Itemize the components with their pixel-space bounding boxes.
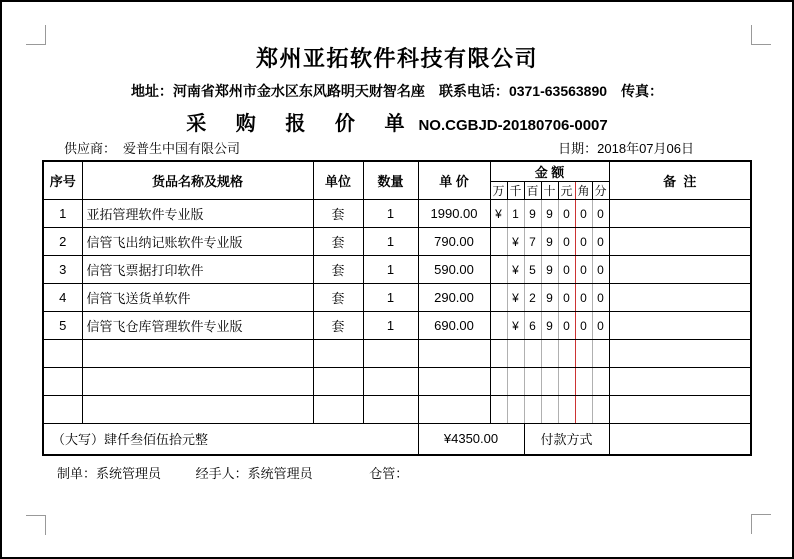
summary-row: [43, 424, 751, 455]
cell-remark: [609, 284, 751, 312]
cell-money-digit-qian: ¥: [507, 228, 524, 256]
cell-unit: 套: [313, 228, 363, 256]
cell-no: 2: [43, 228, 82, 256]
cell-money-digit-fen: 0: [592, 200, 609, 228]
cell-unit: 套: [313, 284, 363, 312]
footer-warehouse-label: 仓管：: [369, 466, 409, 481]
empty-row: [43, 396, 751, 424]
cell-unit: 套: [313, 256, 363, 284]
cell-money-digit-shi: 9: [541, 200, 558, 228]
cell-money-digit-shi: 9: [541, 256, 558, 284]
money-unit-yuan: 元: [558, 182, 575, 200]
money-unit-wan: 万: [490, 182, 507, 200]
company-address-line: [2, 81, 792, 101]
cell-money-digit-yuan: 0: [558, 256, 575, 284]
cell-money-digit-jiao: 0: [575, 284, 592, 312]
cell-money-digit-jiao: 0: [575, 228, 592, 256]
money-unit-shi: 十: [541, 182, 558, 200]
supplier-field: [64, 138, 240, 157]
cell-qty: 1: [363, 312, 418, 340]
date-label: 日期：: [558, 141, 598, 156]
phone-label: 联系电话：: [438, 83, 509, 99]
column-header-amount: 金 额: [490, 161, 609, 182]
empty-row: [43, 340, 751, 368]
cell-money-digit-wan: [490, 284, 507, 312]
cell-unit: 套: [313, 200, 363, 228]
empty-row: [43, 368, 751, 396]
cell-product-name: 信管飞仓库管理软件专业版: [82, 312, 313, 340]
column-header-unit: 单位: [313, 161, 363, 200]
margin-corner-mark-bottom-left: [26, 515, 46, 535]
cell-money-digit-fen: 0: [592, 312, 609, 340]
cell-money-digit-bai: 2: [524, 284, 541, 312]
footer-warehouse: [369, 463, 408, 482]
cell-unit-price: 1990.00: [418, 200, 490, 228]
company-name: 郑州亚拓软件科技有限公司: [255, 46, 538, 71]
column-header-no: 序号: [43, 161, 82, 200]
address-label: 地址：: [130, 83, 173, 99]
money-unit-jiao: 角: [575, 182, 592, 200]
cell-no: 5: [43, 312, 82, 340]
cell-money-digit-jiao: 0: [575, 200, 592, 228]
footer-maker-value: 系统管理员: [96, 466, 162, 481]
footer-handler-value: 系统管理员: [247, 466, 313, 481]
cell-money-digit-wan: [490, 312, 507, 340]
supplier-date-line: [64, 138, 694, 157]
supplier-value: 爱普生中国有限公司: [123, 141, 241, 156]
summary-total: ¥4350.00: [418, 424, 524, 455]
cell-money-digit-qian: ¥: [507, 284, 524, 312]
cell-money-digit-yuan: 0: [558, 284, 575, 312]
cell-money-digit-bai: 7: [524, 228, 541, 256]
cell-money-digit-shi: 9: [541, 228, 558, 256]
cell-money-digit-jiao: 0: [575, 256, 592, 284]
cell-money-digit-shi: 9: [541, 312, 558, 340]
table-row: [43, 200, 751, 228]
cell-money-digit-wan: [490, 228, 507, 256]
cell-qty: 1: [363, 228, 418, 256]
cell-no: 1: [43, 200, 82, 228]
document-number: NO.CGBJD-20180706-0007: [418, 117, 608, 134]
cell-remark: [609, 312, 751, 340]
cell-money-digit-fen: 0: [592, 256, 609, 284]
margin-corner-mark-bottom-right: [751, 514, 771, 534]
cell-unit-price: 790.00: [418, 228, 490, 256]
header-row: [43, 161, 751, 182]
signature-line: [57, 463, 408, 482]
fax-label: 传真：: [621, 83, 664, 99]
cell-money-digit-shi: 9: [541, 284, 558, 312]
address-value: 河南省郑州市金水区东风路明天财智名座: [172, 83, 425, 99]
table-row: [43, 284, 751, 312]
cell-product-name: 信管飞送货单软件: [82, 284, 313, 312]
cell-no: 3: [43, 256, 82, 284]
cell-money-digit-qian: 1: [507, 200, 524, 228]
cell-remark: [609, 256, 751, 284]
cell-unit-price: 590.00: [418, 256, 490, 284]
supplier-label: 供应商：: [64, 141, 117, 156]
date-value: 2018年07月06日: [597, 141, 694, 156]
money-unit-fen: 分: [592, 182, 609, 200]
footer-handler: [196, 463, 366, 482]
cell-money-digit-qian: ¥: [507, 312, 524, 340]
cell-money-digit-wan: ¥: [490, 200, 507, 228]
cell-no: 4: [43, 284, 82, 312]
cell-qty: 1: [363, 256, 418, 284]
cell-remark: [609, 228, 751, 256]
money-unit-bai: 百: [524, 182, 541, 200]
table-row: [43, 228, 751, 256]
summary-remark: [609, 424, 751, 455]
cell-unit: 套: [313, 312, 363, 340]
cell-money-digit-jiao: 0: [575, 312, 592, 340]
cell-money-digit-bai: 5: [524, 256, 541, 284]
column-header-product-name: 货品名称及规格: [82, 161, 313, 200]
cell-product-name: 信管飞出纳记账软件专业版: [82, 228, 313, 256]
summary-payment-method: 付款方式: [524, 424, 609, 455]
cell-money-digit-yuan: 0: [558, 312, 575, 340]
cell-money-digit-fen: 0: [592, 284, 609, 312]
quotation-table: [42, 160, 752, 456]
column-header-remark: 备 注: [609, 161, 751, 200]
cell-money-digit-qian: ¥: [507, 256, 524, 284]
footer-handler-label: 经手人：: [195, 466, 248, 481]
footer-maker: [57, 463, 192, 482]
cell-unit-price: 690.00: [418, 312, 490, 340]
cell-qty: 1: [363, 284, 418, 312]
date-field: [558, 138, 694, 157]
money-unit-qian: 千: [507, 182, 524, 200]
cell-money-digit-wan: [490, 256, 507, 284]
cell-product-name: 亚拓管理软件专业版: [82, 200, 313, 228]
cell-money-digit-yuan: 0: [558, 228, 575, 256]
summary-caps-amount: （大写）肆仟叁佰伍拾元整: [43, 424, 418, 455]
cell-unit-price: 290.00: [418, 284, 490, 312]
cell-money-digit-bai: 6: [524, 312, 541, 340]
column-header-qty: 数量: [363, 161, 418, 200]
table-row: [43, 256, 751, 284]
document-title: 采 购 报 价 单: [186, 113, 405, 135]
cell-money-digit-fen: 0: [592, 228, 609, 256]
cell-money-digit-yuan: 0: [558, 200, 575, 228]
cell-product-name: 信管飞票据打印软件: [82, 256, 313, 284]
document-title-line: [2, 107, 792, 136]
cell-remark: [609, 200, 751, 228]
table-row: [43, 312, 751, 340]
cell-money-digit-bai: 9: [524, 200, 541, 228]
footer-maker-label: 制单：: [57, 466, 97, 481]
column-header-unit-price: 单 价: [418, 161, 490, 200]
cell-qty: 1: [363, 200, 418, 228]
phone-value: 0371-63563890: [508, 83, 608, 99]
